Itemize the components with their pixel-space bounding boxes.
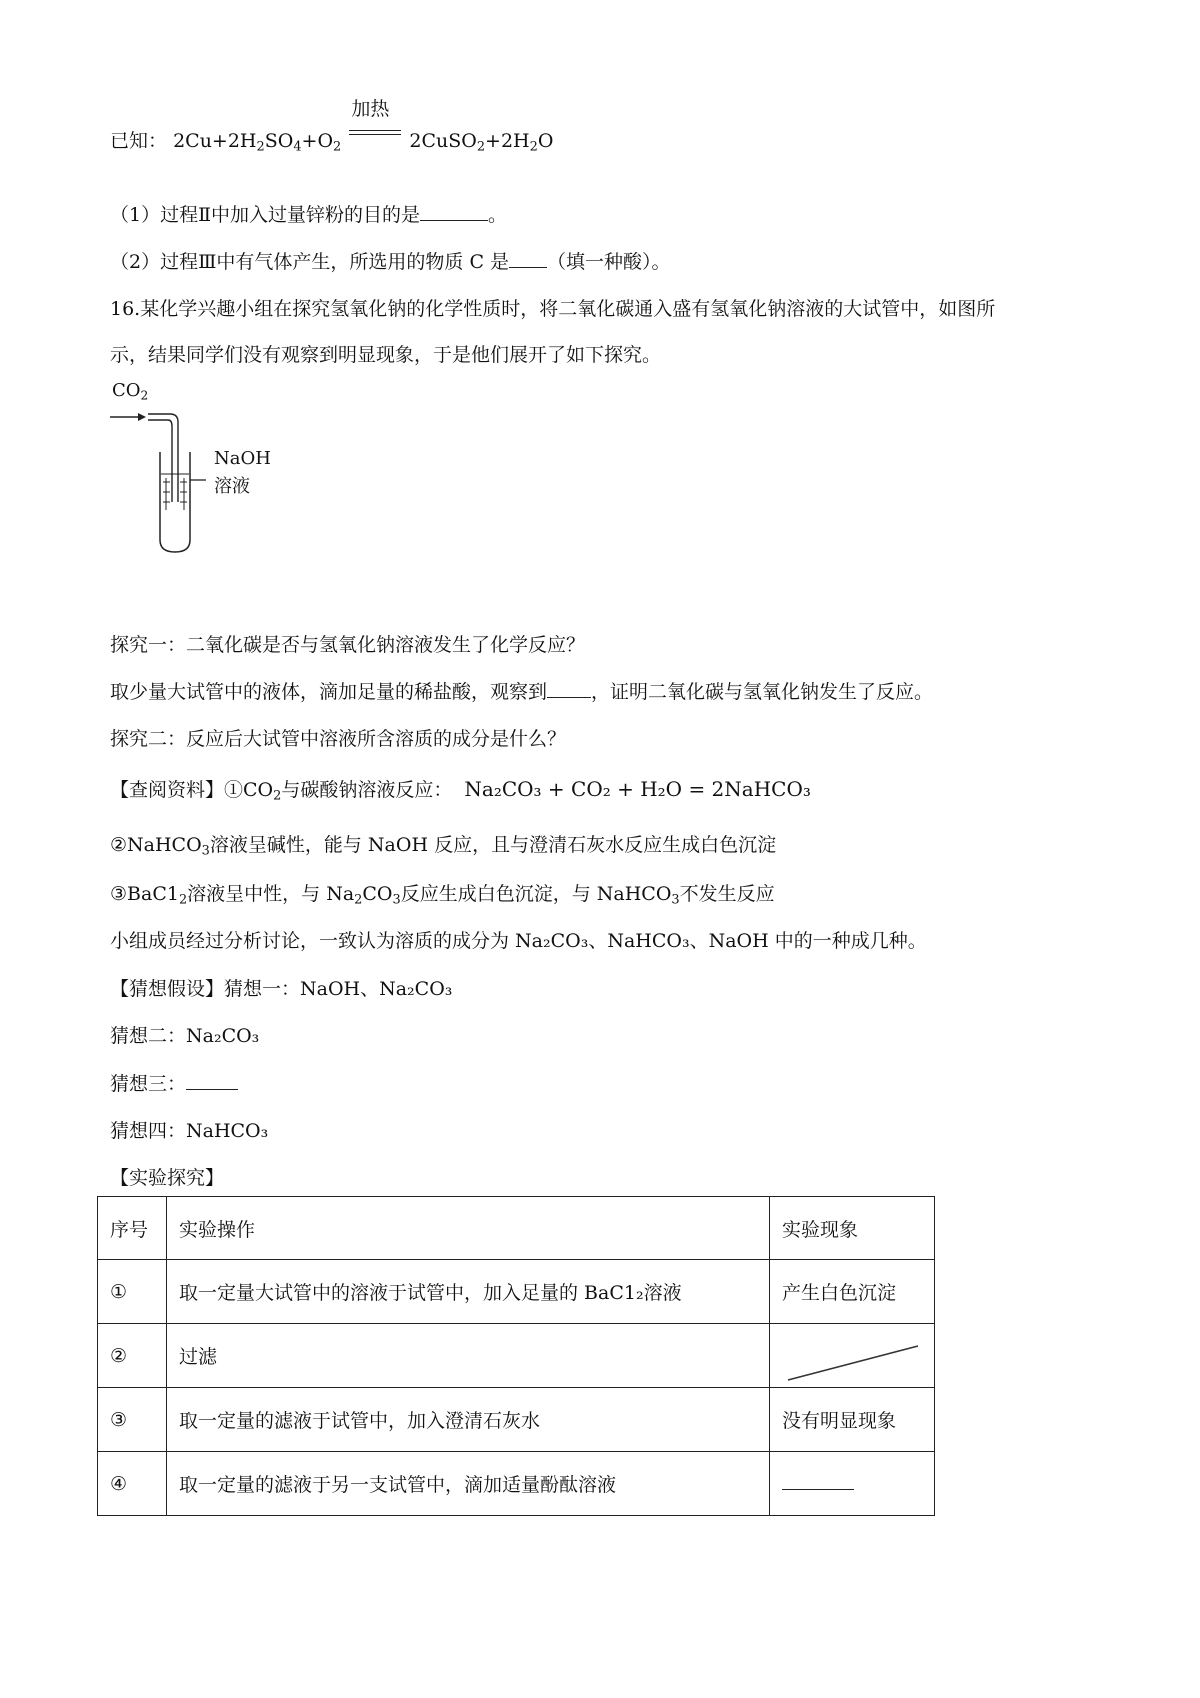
experiment-heading: 【实验探究】 [110, 1167, 225, 1189]
row-number: ② [98, 1324, 167, 1388]
condition-label: 加热 [351, 98, 390, 120]
known-equation [110, 98, 554, 155]
header-operation: 实验操作 [167, 1197, 770, 1260]
question-16-line-2: 示，结果同学们没有观察到明显现象，于是他们展开了如下探究。 [110, 344, 662, 366]
row-number: ③ [98, 1388, 167, 1452]
question-1: （1）过程Ⅱ中加入过量锌粉的目的是 。 [110, 200, 507, 227]
hypothesis-1: 【猜想假设】猜想一：NaOH、Na₂CO₃ [110, 978, 453, 1000]
answer-blank[interactable] [782, 1475, 854, 1490]
solution-label: 溶液 [214, 476, 250, 497]
reference-2: ②NaHCO$_3$溶液呈碱性，能与 NaOH 反应，且与澄清石灰水反应生成白色沉淀 [110, 834, 777, 859]
inquiry-1-title: 探究一：二氧化碳是否与氢氧化钠溶液发生了化学反应？ [110, 634, 586, 656]
row-operation: 过滤 [167, 1324, 770, 1388]
apparatus-drawing [108, 380, 278, 560]
hypothesis-3: 猜想三： [110, 1069, 238, 1096]
row-number: ① [98, 1260, 167, 1324]
reference-equation: Na₂CO₃ + CO₂ + H₂O = 2NaHCO₃ [464, 777, 811, 801]
table-row [98, 1260, 935, 1324]
co2-label: $CO_2$ [112, 380, 149, 403]
analysis-text: 小组成员经过分析讨论，一致认为溶质的成分为 Na₂CO₃、NaHCO₃、NaOH 中的一种成几种。 [110, 930, 927, 952]
reference-3: $③BaC1_2$溶液呈中性，与 $Na_2CO_3$反应生成白色沉淀，与 NaHCO$_3$不发生反应 [110, 883, 775, 908]
hypothesis-4: 猜想四：NaHCO₃ [110, 1120, 269, 1142]
inquiry-1-text: 取少量大试管中的液体，滴加足量的稀盐酸，观察到 ，证明二氧化碳与氢氧化钠发生了反应。 [110, 677, 933, 704]
question-16-line-1: 16.某化学兴趣小组在探究氢氧化钠的化学性质时，将二氧化碳通入盛有氢氧化钠溶液的大试管中，如图所 [110, 298, 996, 320]
answer-blank[interactable] [186, 1069, 238, 1090]
row-phenomenon: 没有明显现象 [770, 1388, 935, 1452]
heating-condition [349, 98, 401, 147]
answer-blank[interactable] [509, 247, 547, 268]
inquiry-2-title: 探究二：反应后大试管中溶液所含溶质的成分是什么？ [110, 728, 567, 750]
slash-mark [770, 1324, 936, 1398]
header-number: 序号 [98, 1197, 167, 1260]
row-phenomenon-slash [770, 1324, 935, 1388]
question-2: （2）过程Ⅲ中有气体产生，所选用的物质 C 是 （填一种酸）。 [110, 247, 671, 274]
answer-blank[interactable] [420, 200, 488, 221]
co2-naoh-apparatus-figure [108, 380, 278, 560]
row-phenomenon-blank [770, 1452, 935, 1516]
row-operation: 取一定量的滤液于试管中，加入澄清石灰水 [167, 1388, 770, 1452]
experiment-table [97, 1196, 935, 1516]
equation-products: $2CuSO_2+2H_2O$ [409, 130, 554, 155]
hypothesis-2: 猜想二：Na₂CO₃ [110, 1025, 260, 1047]
reference-1: 【查阅资料】$①CO_2$与碳酸钠溶液反应： Na₂CO₃ + CO₂ + H₂O = 2NaHCO₃ [110, 777, 811, 804]
equation-reactants: $2Cu+2H_2SO_4+O_2$ [173, 130, 342, 155]
naoh-label: NaOH [214, 448, 271, 469]
known-label: 已知： [110, 130, 168, 152]
table-row [98, 1452, 935, 1516]
header-phenomenon: 实验现象 [770, 1197, 935, 1260]
answer-blank[interactable] [547, 677, 591, 698]
table-row [98, 1324, 935, 1388]
row-phenomenon: 产生白色沉淀 [770, 1260, 935, 1324]
table-header-row [98, 1197, 935, 1260]
row-operation: 取一定量大试管中的溶液于试管中，加入足量的 BaC1₂溶液 [167, 1260, 770, 1324]
equals-sign [349, 130, 401, 135]
row-number: ④ [98, 1452, 167, 1516]
row-operation: 取一定量的滤液于另一支试管中，滴加适量酚酞溶液 [167, 1452, 770, 1516]
